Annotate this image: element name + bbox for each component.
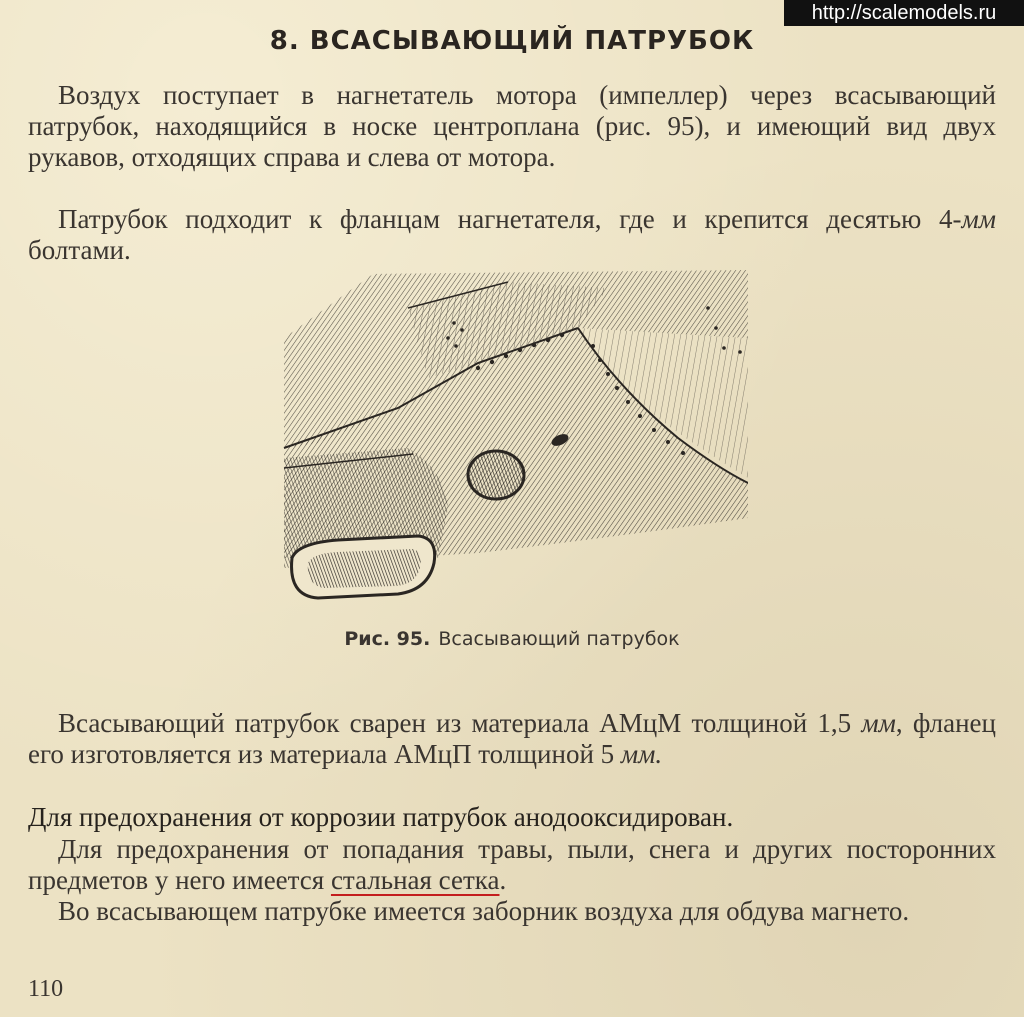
paragraph-text: , фланец его изготовляется из материала АМцП толщиной 5: [28, 708, 996, 769]
paragraph-mesh: [28, 834, 996, 896]
figure-caption: [0, 628, 1024, 650]
paragraph-text: Для предохранения от попадания травы, пыли, снега и других посторонних предметов у него имеется: [28, 834, 996, 895]
paragraph-magneto: Во всасывающем патрубке имеется заборник воздуха для обдува магнето.: [58, 896, 910, 926]
figure-caption-text: Всасывающий патрубок: [438, 628, 680, 650]
paragraph-text: Всасывающий патрубок сварен из материала АМцМ толщиной 1,5: [58, 708, 862, 738]
paragraph-flange-mounting: [28, 204, 996, 266]
figure-caption-label: Рис. 95.: [344, 628, 431, 650]
page-number: 110: [28, 976, 64, 1002]
paragraph-text: Патрубок подходит к фланцам нагнетателя, где и крепится десятью 4-: [58, 204, 962, 234]
unit-mm: мм.: [620, 739, 663, 769]
section-heading: 8. ВСАСЫВАЮЩИЙ ПАТРУБОК: [269, 26, 755, 56]
unit-mm: мм: [961, 204, 996, 234]
paragraph-intake-description: Воздух поступает в нагнетатель мотора (импеллер) через всасывающий патрубок, находящийся в носке центроплана (рис. 95), и имеющий вид двух рукавов, отходящих справа и слева от мотора.: [28, 80, 996, 172]
underlined-phrase: стальная сетка: [330, 865, 500, 895]
intake-engraving: [278, 268, 748, 608]
unit-mm: мм: [861, 708, 896, 738]
figure-intake-illustration: [278, 268, 748, 608]
paragraph-corrosion: Для предохранения от коррозии патрубок анодооксидирован.: [28, 802, 734, 832]
paragraph-text: .: [499, 865, 507, 895]
watermark: http://scalemodels.ru: [784, 0, 1024, 26]
paragraph-materials: [28, 708, 996, 770]
paragraph-text: болтами.: [28, 235, 131, 265]
